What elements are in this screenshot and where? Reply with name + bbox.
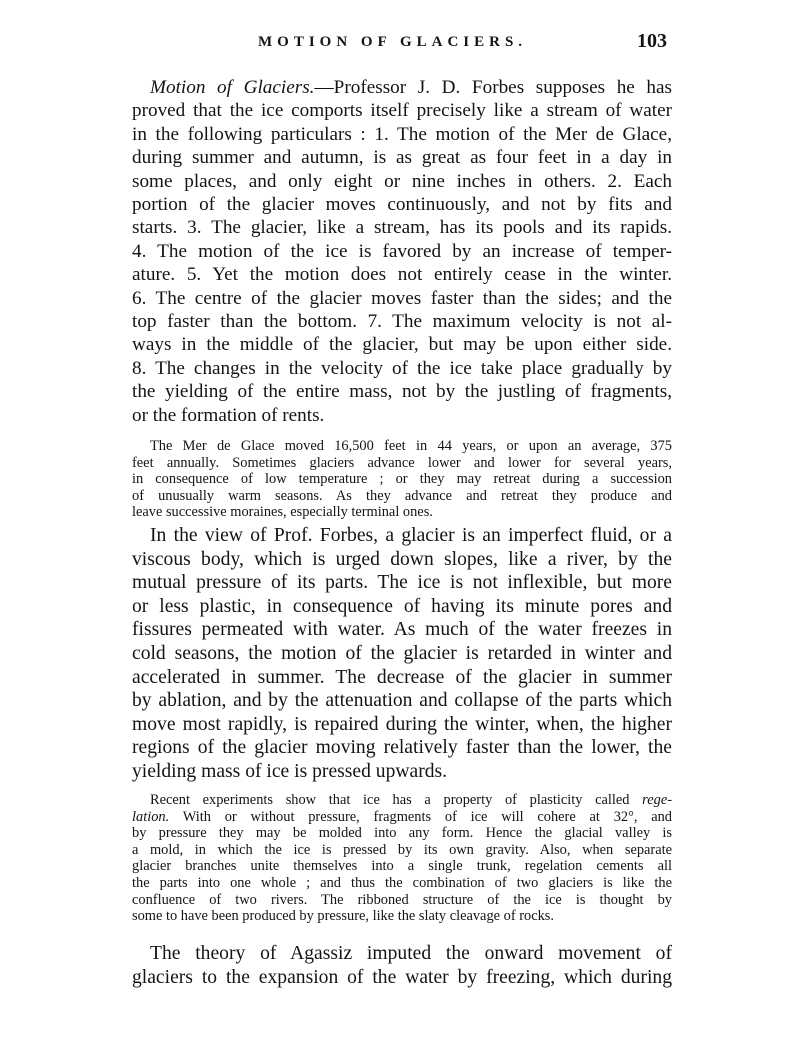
text-line: top faster than the bottom. 7. The maximum velocity is not al- [132, 311, 672, 333]
note-line: glacier branches unite themselves into a single trunk, regelation cements all [132, 858, 672, 875]
page-number: 103 [637, 30, 667, 52]
text-line: portion of the glacier moves continuously, and not by fits and [132, 194, 672, 216]
note-line: feet annually. Sometimes glaciers advance lower and lower for several years, [132, 454, 672, 471]
section-lead: Motion of Glaciers. [150, 77, 315, 98]
paragraph-motion-of-glaciers [132, 76, 672, 427]
note-line: some to have been produced by pressure, like the slaty cleavage of rocks. [132, 908, 554, 925]
note-line: by pressure they may be molded into any form. Hence the glacial valley is [132, 825, 672, 842]
note-mer-de-glace [132, 438, 672, 521]
text-line: viscous body, which is urged down slopes, like a river, by the [132, 548, 672, 570]
note-regelation [132, 792, 672, 925]
text-line: glaciers to the expansion of the water by freezing, which during [132, 967, 672, 988]
term-regelation: rege- [642, 792, 672, 808]
text-line: or less plastic, in consequence of having its minute pores and [132, 595, 672, 617]
text-line: yielding mass of ice is pressed upwards. [132, 760, 448, 782]
text-line: regions of the glacier moving relatively faster than the lower, the [132, 737, 672, 759]
text-line: proved that the ice comports itself precisely like a stream of water [132, 100, 672, 122]
note-line: the parts into one whole ; and thus the combination of two glaciers is like the [132, 874, 672, 891]
text-line: 4. The motion of the ice is favored by an increase of temper- [132, 240, 672, 262]
note-line: of unusually warm seasons. As they advance and retreat they produce and [132, 487, 672, 504]
text-line: by ablation, and by the attenuation and collapse of the parts which [132, 690, 672, 712]
note-line: leave successive moraines, especially terminal ones. [132, 504, 433, 521]
text-line: In the view of Prof. Forbes, a glacier is an imperfect fluid, or a [150, 525, 672, 546]
note-line: a mold, in which the ice is pressed by its own gravity. Also, when separate [132, 841, 672, 858]
text-line: in the following particulars : 1. The motion of the Mer de Glace, [132, 123, 672, 145]
text-line: ways in the middle of the glacier, but may be upon either side. [132, 334, 672, 356]
text-line: move most rapidly, is repaired during the winter, when, the higher [132, 713, 672, 735]
text-line: cold seasons, the motion of the glacier is retarded in winter and [132, 642, 672, 664]
note-line: The Mer de Glace moved 16,500 feet in 44 years, or upon an average, 375 [150, 438, 672, 454]
text-line: The theory of Agassiz imputed the onward movement of [150, 943, 672, 964]
text-line: starts. 3. The glacier, like a stream, has its pools and its rapids. [132, 217, 672, 239]
text-line: 6. The centre of the glacier moves faster than the sides; and the [132, 287, 672, 309]
text-line: or the formation of rents. [132, 404, 325, 426]
text-line: the yielding of the entire mass, not by the justling of fragments, [132, 381, 672, 403]
term-regelation: lation. [132, 808, 170, 825]
text-line: ature. 5. Yet the motion does not entirely cease in the winter. [132, 264, 672, 286]
text-line: during summer and autumn, is as great as four feet in a day in [132, 147, 672, 169]
paragraph-forbes-view [132, 524, 672, 784]
note-text: With or without pressure, fragments of ice will cohere at 32°, and [169, 808, 672, 825]
paragraph-agassiz-theory [132, 942, 672, 990]
text-line: some places, and only eight or nine inches in others. 2. Each [132, 170, 672, 192]
text-line: fissures permeated with water. As much of the water freezes in [132, 619, 672, 641]
running-head: MOTION OF GLACIERS. [258, 34, 528, 50]
text-line: mutual pressure of its parts. The ice is not inflexible, but more [132, 572, 672, 594]
note-text: Recent experiments show that ice has a property of plasticity called [150, 792, 643, 808]
text-line: 8. The changes in the velocity of the ice take place gradually by [132, 357, 672, 379]
text-line: —Professor J. D. Forbes supposes he has [314, 77, 673, 98]
note-line: in consequence of low temperature ; or they may retreat during a succession [132, 471, 672, 488]
text-line: accelerated in summer. The decrease of the glacier in summer [132, 666, 672, 688]
note-line: confluence of two rivers. The ribboned structure of the ice is thought by [132, 891, 672, 908]
